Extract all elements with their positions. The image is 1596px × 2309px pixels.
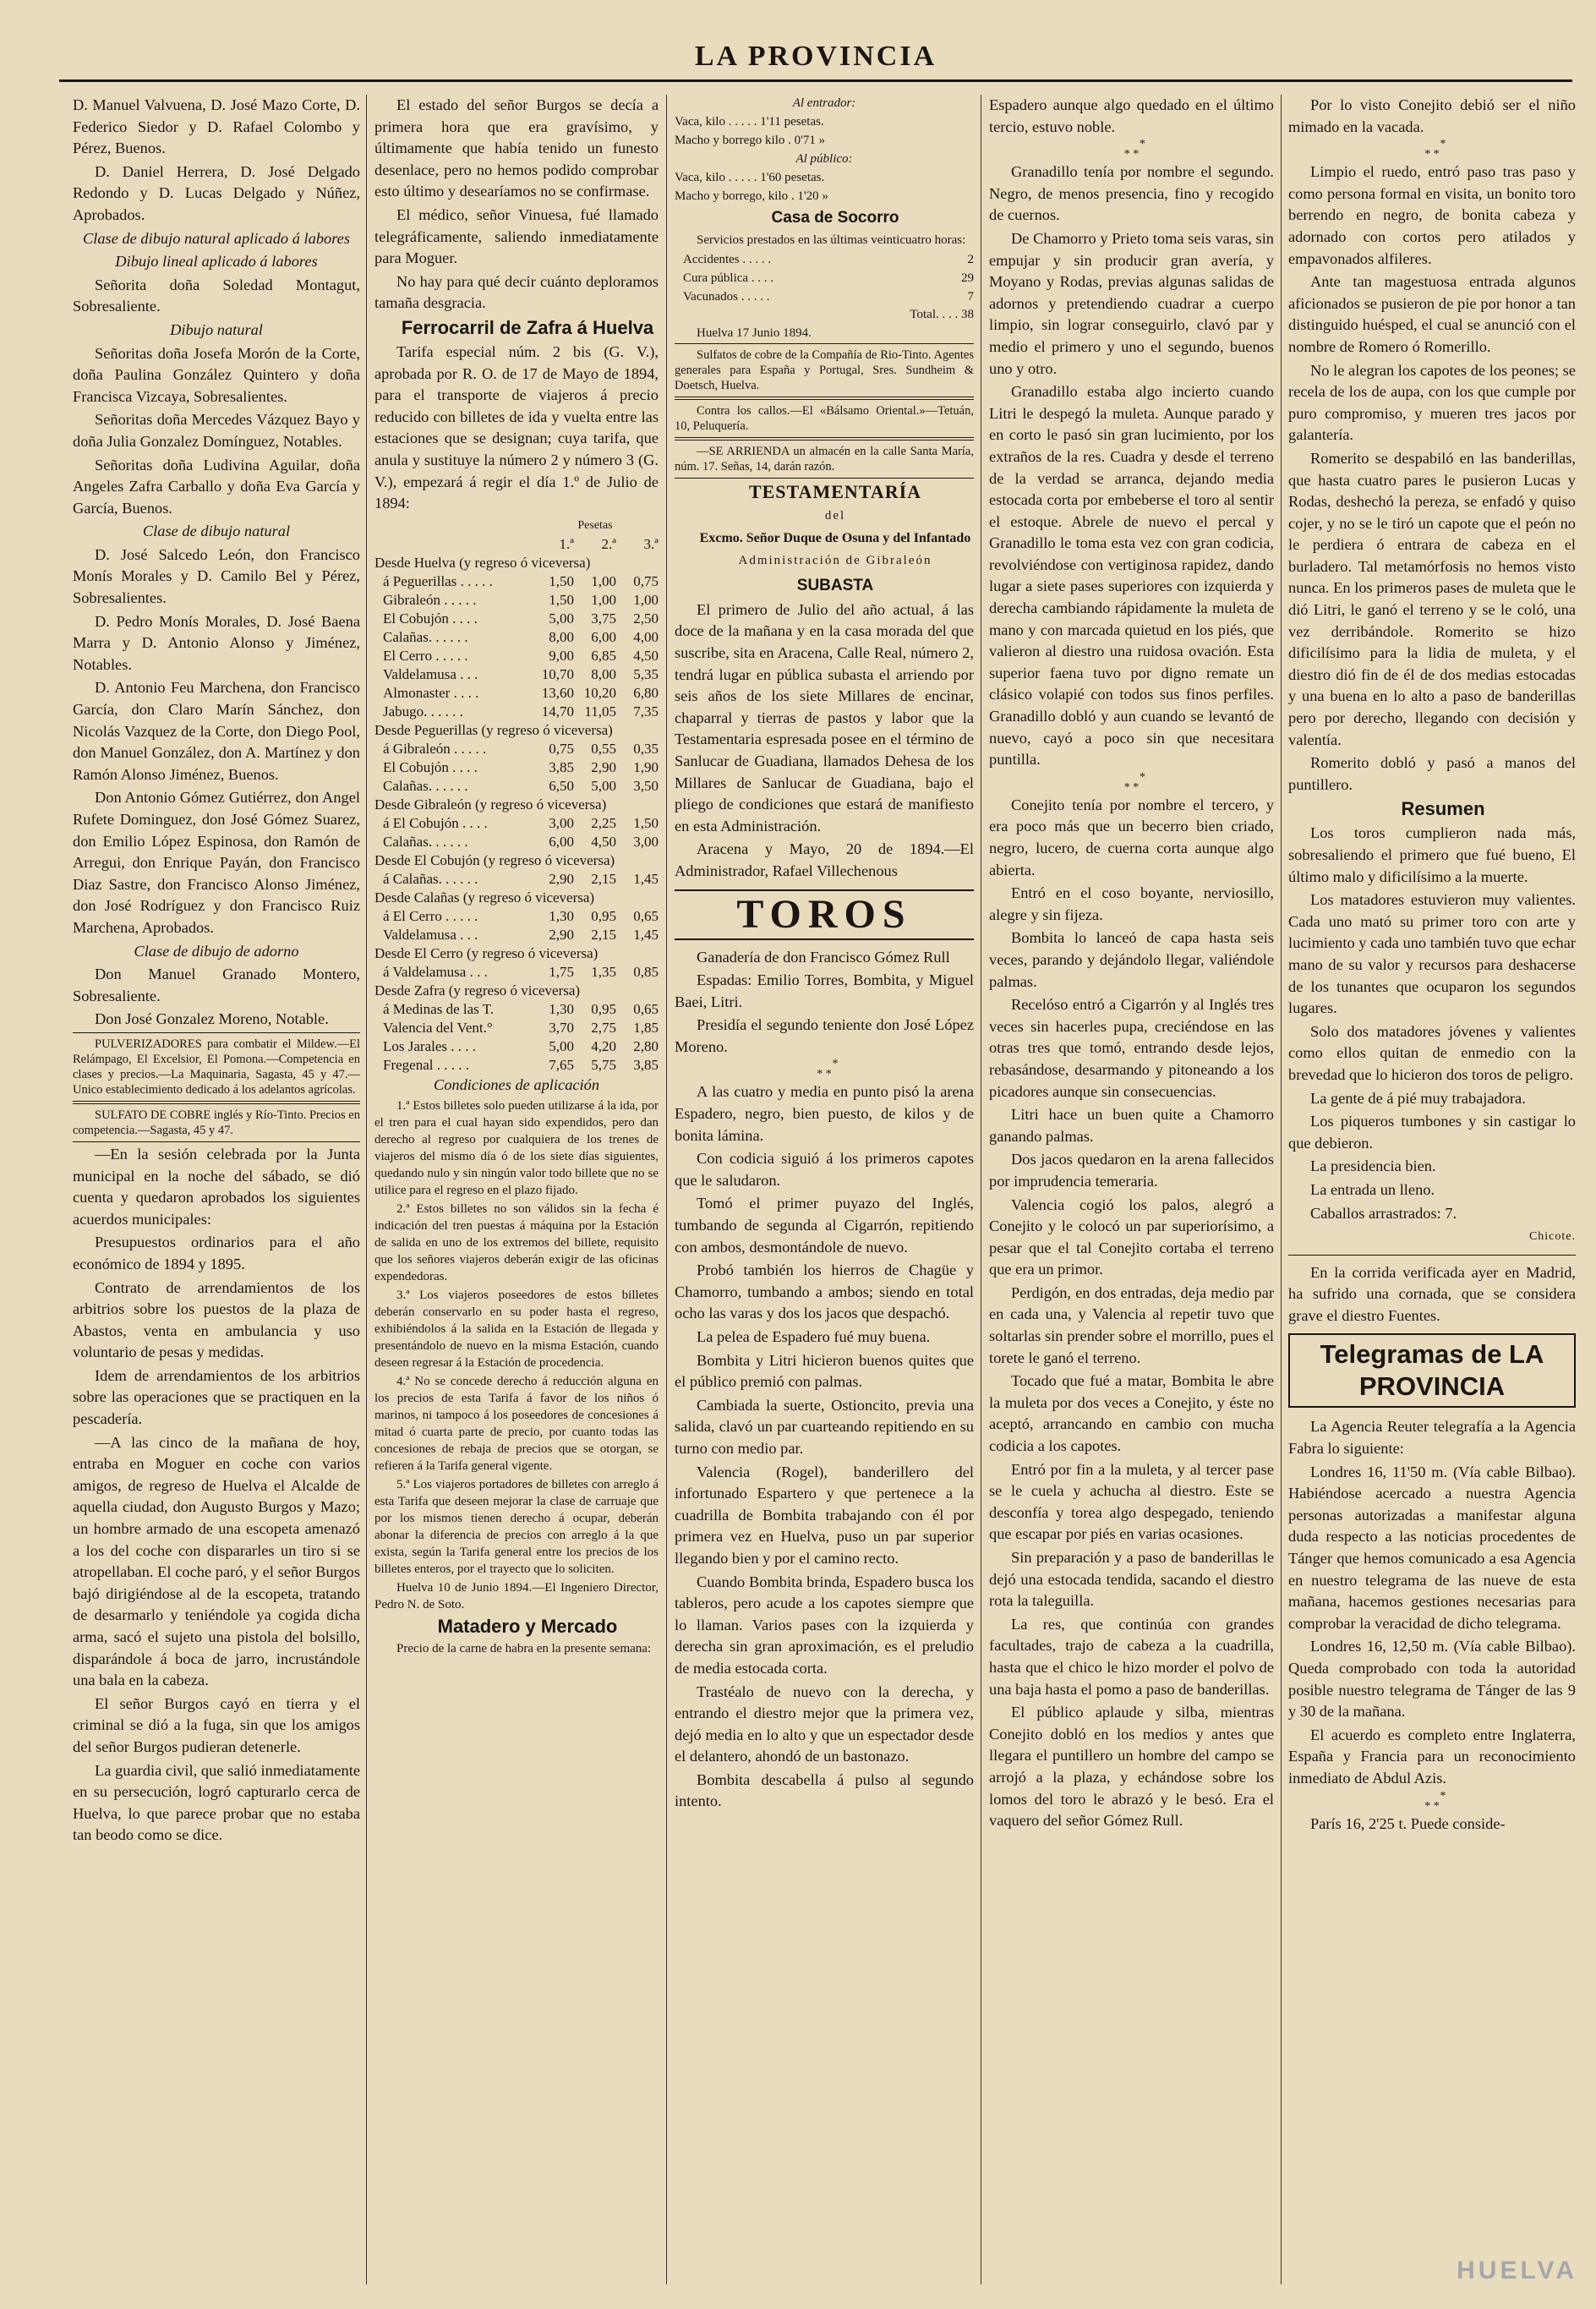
paragraph: Precio de la carne de habra en la presente semana: bbox=[396, 1642, 652, 1656]
fare-header-pesetas: Pesetas bbox=[577, 518, 613, 532]
fare-row bbox=[374, 758, 659, 777]
paragraph: Presidía el segundo teniente don José López Moreno. bbox=[675, 1016, 974, 1055]
subheading: Excmo. Señor Duque de Osuna y del Infantado bbox=[699, 530, 971, 545]
fare-row bbox=[374, 907, 659, 926]
paragraph: El estado del señor Burgos se decía a primera hora que era gravísimo, y últimamente que había tenido un funesto desenlace, pero no hemos podido comprobar esto último y desearíamos no se confirmase. bbox=[374, 96, 659, 200]
socorro-label: Accidentes . . . . . bbox=[683, 253, 772, 266]
paragraph: —A las cinco de la mañana de hoy, entraba en Moguer en coche con varios amigos, de regreso de Huelva el Alcalde de aquella ciudad, don Augusto Burgos y Mazo; un hombre armado de una escopeta amenazó a los del coche con dispararles un tiro si se atropellaban. El coche paró, y el señor Burgos bajó dirigiéndose al de la escopeta, tratando de desarmarlo y teniéndole ya cogida dicha arma, sacó el sujeto una pistola del bolsillo, disparándole á boca de jarro, incrustándole una bala en la cabeza. bbox=[73, 1433, 360, 1689]
fare-price: 10,20 bbox=[583, 684, 616, 701]
fare-group-row bbox=[374, 796, 659, 814]
paragraph: La entrada un lleno. bbox=[1310, 1180, 1435, 1198]
library-stamp: HUELVA bbox=[1457, 2257, 1577, 2284]
section-heading: TESTAMENTARÍA bbox=[748, 481, 922, 502]
fare-price: 1,30 bbox=[549, 1000, 574, 1017]
paragraph: D. José Salcedo León, don Francisco Monís Morales y D. Camilo Bel y Pérez, Sobresalientes. bbox=[73, 545, 360, 607]
paragraph: Conejito tenía por nombre el tercero, y era poco más que un becerro bien criado, negro, lucero, de cuerna corta aunque algo abierta. bbox=[989, 796, 1274, 878]
separator-stars: * * * bbox=[817, 1058, 839, 1081]
paragraph: 1.ª Estos billetes solo pueden utilizarse á la ida, por el tren para el cual hayan sido expendidos, pero dan derecho al regreso por cualquiera de los trenes de viajeros del mismo día ó de los siete días siguientes, quedando nulo y sin ningún valor todo billete que no se utilice para el regreso en el plazo fijado. bbox=[374, 1099, 659, 1198]
fare-group-row bbox=[374, 889, 659, 907]
fare-price: 1,00 bbox=[591, 572, 616, 589]
fare-price: 6,00 bbox=[591, 628, 616, 645]
fare-header-class: 2.ª bbox=[601, 535, 616, 552]
fare-price: 4,00 bbox=[633, 628, 659, 645]
socorro-value: 2 bbox=[967, 253, 974, 266]
section-heading: Dibujo lineal aplicado á labores bbox=[115, 253, 318, 271]
fare-price: 0,75 bbox=[633, 572, 659, 589]
fare-group-label: Desde El Cobujón (y regreso ó viceversa) bbox=[374, 851, 615, 868]
fare-group-row bbox=[374, 944, 659, 963]
fare-row bbox=[374, 963, 659, 982]
fare-price: 1,90 bbox=[633, 758, 659, 775]
fare-station: Valencia del Vent.° bbox=[383, 1019, 493, 1036]
fare-price: 0,85 bbox=[633, 963, 659, 980]
fare-price: 8,00 bbox=[549, 628, 574, 645]
paragraph: Los piqueros tumbones y sin castigar lo que debieron. bbox=[1288, 1113, 1576, 1152]
fare-price: 3,50 bbox=[633, 777, 659, 794]
paragraph: En la corrida verificada ayer en Madrid, ha sufrido una cornada, que se considera grave el diestro Fuentes. bbox=[1288, 1263, 1576, 1324]
paragraph: La guardia civil, que salió inmediatamente en su persecución, logró capturarlo cerca de Huelva, lo que parece probar que no estaba tan beodo como se dice. bbox=[73, 1761, 360, 1844]
paragraph: 5.ª Los viajeros portadores de billetes con arreglo á esta Tarifa que deseen mejorar la clase de carruaje que por los mismos tienen derecho á ocupar, deberán abonar la diferencia de precios con arreglo á la que exista, según la Tarifa general entre los precios de los billetes enteros, por el trayecto que lo soliciten. bbox=[374, 1478, 659, 1577]
fare-station: á Peguerillas . . . . . bbox=[383, 572, 493, 589]
fare-price: 3,00 bbox=[633, 833, 659, 850]
paragraph: D. Manuel Valvuena, D. José Mazo Corte, D. Federico Siedor y D. Rafael Colombo y Pérez, Buenos. bbox=[73, 96, 360, 157]
subheading: Al público: bbox=[795, 152, 853, 166]
fare-row bbox=[374, 665, 659, 684]
paragraph: Presupuestos ordinarios para el año económico de 1894 y 1895. bbox=[73, 1234, 360, 1272]
paragraph: D. Pedro Monís Morales, D. José Baena Marra y D. Antonio Alonso y Jiménez, Notables. bbox=[73, 612, 360, 673]
fare-price: 1,45 bbox=[633, 870, 659, 887]
separator-stars: * * * bbox=[1424, 1789, 1446, 1813]
fare-price: 0,65 bbox=[633, 1000, 659, 1017]
advertisement: Contra los callos.—El «Bálsamo Oriental.»—Tetuán, 10, Peluquería. bbox=[675, 399, 974, 438]
fare-price: 2,15 bbox=[591, 870, 616, 887]
advertisement: PULVERIZADORES para combatir el Mildew.—El Relámpago, El Excelsior, El Pomona.—Competencia en clases y precios.—La Maquinaria, Sagasta, 45 y 47.—Unico establecimiento dedicado á los adelantos agrícolas. bbox=[73, 1032, 360, 1102]
fare-row bbox=[374, 740, 659, 758]
fare-group-label: Desde Zafra (y regreso ó viceversa) bbox=[374, 982, 581, 999]
paragraph: Idem de arrendamientos de los arbitrios sobre las operaciones que se practiquen en la pescadería. bbox=[73, 1366, 360, 1428]
fare-station: El Cerro . . . . . bbox=[383, 647, 468, 664]
newspaper-title: LA PROVINCIA bbox=[694, 41, 937, 72]
section-heading: Ferrocarril de Zafra á Huelva bbox=[401, 316, 654, 338]
paragraph: Perdigón, en dos entradas, deja medio par en cada una, y Valencia al repetir tuvo que soltarlas sin prender sobre el morrillo, pues el torete le ganó el terreno. bbox=[989, 1283, 1274, 1366]
author-signature: Chicote. bbox=[1528, 1230, 1576, 1244]
socorro-label: Cura pública . . . . bbox=[683, 271, 774, 285]
fare-price: 1,50 bbox=[633, 814, 659, 831]
socorro-value: 7 bbox=[967, 290, 974, 304]
fare-price: 5,75 bbox=[591, 1056, 616, 1073]
paragraph: Cuando Bombita brinda, Espadero busca los tableros, pero acude a los capotes siempre que lo llaman. Varios pases con la izquierda y derecha sin gran aproximación, es el preludio de media estocada corta. bbox=[675, 1573, 974, 1677]
fare-group-label: Desde Calañas (y regreso ó viceversa) bbox=[374, 889, 595, 906]
fare-price: 0,65 bbox=[633, 907, 659, 924]
paragraph: Valencia cogió los palos, alegró a Conejito y le colocó un par superiorísimo, a pesar que el tal Conejito cortaba el terreno que era un primor. bbox=[989, 1196, 1274, 1278]
paragraph: Con codicia siguió á los primeros capotes que le saludaron. bbox=[675, 1150, 974, 1189]
paragraph: Tomó el primer puyazo del Inglés, tumbando de segunda al Cigarrón, repitiendo con ambos, desmontándole de nuevo. bbox=[675, 1195, 974, 1256]
paragraph: Entró en el coso boyante, nerviosillo, alegre y sin fijeza. bbox=[989, 884, 1274, 923]
paragraph: Servicios prestados en las últimas veinticuatro horas: bbox=[697, 233, 966, 247]
paragraph: Granadillo estaba algo incierto cuando Litri le despegó la muleta. Aunque parado y en corto le pasó sin gran lucimiento, por los extraños de la res. Cuadra y desde el terreno de la verdad se arranca, dejando media estocada corta por embeberse el toro al sentir el estoque. Abrele de nuevo el percal y Granadillo le toma esta vez con gran codicia, revolviéndose con vertiginosa rapidez, dando lugar a siete pases superiores con izquierda y derecha cambiando rápidamente la muleta de mano y con marcada quietud en los piés, que valieron al diestro una ruidosa ovación. Esta superior faena tuvo por digno remate un clásico volapié con todos sus finos perfiles. Granadillo dobló y aun cuando se levantó de nuevo, cayó a poco sin que necesitara puntilla. bbox=[989, 383, 1274, 769]
fare-row bbox=[374, 814, 659, 833]
paragraph: La presidencia bien. bbox=[1310, 1157, 1436, 1175]
paragraph: Huelva 10 de Junio 1894.—El Ingeniero Director, Pedro N. de Soto. bbox=[374, 1581, 659, 1612]
fare-price: 6,00 bbox=[549, 833, 574, 850]
column-2 bbox=[374, 95, 659, 2284]
fare-group-label: Desde El Cerro (y regreso ó viceversa) bbox=[374, 944, 598, 961]
fare-price: 9,00 bbox=[549, 647, 574, 664]
column-4 bbox=[989, 95, 1274, 2284]
fare-group-row bbox=[374, 554, 659, 572]
divider bbox=[1288, 1255, 1576, 1256]
separator-stars: * * * bbox=[1424, 138, 1446, 161]
fare-station: á El Cerro . . . . . bbox=[383, 907, 478, 924]
paragraph: Señoritas doña Josefa Morón de la Corte, doña Paulina González Quintero y doña Francisca Vizcaya, Sobresalientes. bbox=[73, 344, 360, 405]
paragraph: Londres 16, 12,50 m. (Vía cable Bilbao). Queda comprobado con toda la autoridad posible nuestro telegrama de Tánger de las 9 y 30 de la mañana. bbox=[1288, 1638, 1576, 1721]
paragraph: El señor Burgos cayó en tierra y el criminal se dió a la fuga, sin que los amigos del señor Burgos pudieran detenerle. bbox=[73, 1694, 360, 1755]
paragraph: París 16, 2'25 t. Puede conside- bbox=[1310, 1814, 1506, 1832]
fare-row bbox=[374, 684, 659, 703]
fare-station: á Medinas de las T. bbox=[383, 1000, 495, 1017]
paragraph: Trastéalo de nuevo con la derecha, y entrando el diestro mejor que la primera vez, dejó media en lo alto y que un espectador desde el delantero, ahondó de un bastonazo. bbox=[675, 1683, 974, 1765]
fare-row bbox=[374, 1056, 659, 1075]
fare-price: 2,75 bbox=[591, 1019, 616, 1036]
paragraph: Romerito se despabiló en las banderillas, que hasta cuatro pares le pusieron Lucas y Rodas, deshechó la pereza, se enfadó y quiso cojer, y no se le tiró un capote que el peón no le perdiera ó entrara de cabeza en el burladero. Tal metamórfosis no hemos visto nunca. En los primeros pases de muleta que le dió Litri, le ganó el terreno y se le coló, una vez derribándole. Romerito se hizo dificilísimo para la lidia de muleta, y el diestro dió fin de él de dos medias estocadas y una buena en lo alto a paso de banderillas pero por derecho, llegando con decisión y valentía. bbox=[1288, 449, 1576, 748]
section-heading: Clase de dibujo natural aplicado á labores bbox=[82, 229, 351, 247]
paragraph: Los toros cumplieron nada más, sobresaliendo el primero que fué bueno, El último malo y dificilísimo a la muerte. bbox=[1288, 824, 1576, 885]
fare-row bbox=[374, 1037, 659, 1056]
paragraph: Granadillo tenía por nombre el segundo. Negro, de menos presencia, fino y recogido de cuernos. bbox=[989, 163, 1274, 224]
toros-title: TOROS bbox=[675, 889, 974, 940]
fare-row bbox=[374, 610, 659, 628]
fare-price: 4,50 bbox=[633, 647, 659, 664]
dateline: Huelva 17 Junio 1894. bbox=[697, 326, 812, 340]
fare-price: 6,85 bbox=[591, 647, 616, 664]
fare-price: 11,05 bbox=[584, 703, 616, 720]
paragraph: Bombita descabella á pulso al segundo intento. bbox=[675, 1770, 974, 1810]
price-row: Macho y borrego kilo . 0'71 » bbox=[675, 134, 826, 147]
fare-row bbox=[374, 572, 659, 591]
fare-group-row bbox=[374, 851, 659, 870]
paragraph: —En la sesión celebrada por la Junta municipal en la noche del sábado, se dió cuenta y quedaron aprobados los siguientes acuerdos municipales: bbox=[73, 1145, 360, 1228]
fare-group-label: Desde Huelva (y regreso ó viceversa) bbox=[374, 554, 591, 571]
fare-price: 1,50 bbox=[549, 572, 574, 589]
paragraph: El médico, señor Vinuesa, fué llamado telegráficamente, saliendo inmediatamente para Moguer. bbox=[374, 205, 659, 267]
fare-price: 14,70 bbox=[541, 703, 574, 720]
fare-price: 2,90 bbox=[549, 926, 574, 943]
fare-price: 4,20 bbox=[591, 1037, 616, 1054]
paragraph: El acuerdo es completo entre Inglaterra, España y Francia para un reconocimiento inmediato de Abdul Azis. bbox=[1288, 1726, 1576, 1786]
fare-row bbox=[374, 647, 659, 665]
fare-price: 1,75 bbox=[549, 963, 574, 980]
paragraph: Señorita doña Soledad Montagut, Sobresaliente. bbox=[73, 276, 360, 315]
column-rule bbox=[366, 95, 367, 2284]
column-3 bbox=[675, 95, 974, 2284]
fare-station: Gibraleón . . . . . bbox=[383, 591, 477, 608]
paragraph: La pelea de Espadero fué muy buena. bbox=[697, 1328, 931, 1345]
paragraph: El primero de Julio del año actual, á las doce de la mañana y en la casa morada del que suscribe, sita en Aracena, Calle Real, número 2, tendrá lugar en pública subasta el arriendo por seis años de los siete Millares de encinar, chaparral y tierras de pastos y labor que la Testamentaria espresada posee en el término de Sanlucar de Guadiana, llamados Dehesa de los Millares de Sanlucar de Guadiana, bajo el pliego de condiciones que estará de manifiesto en esta Administración. bbox=[675, 600, 974, 834]
paragraph: Contrato de arrendamientos de los arbitrios sobre los puestos de la plaza de Abastos, venta en ambulancia y uso voluntario de pesas y medidas. bbox=[73, 1278, 360, 1361]
fare-row bbox=[374, 628, 659, 647]
paragraph: Caballos arrastrados: 7. bbox=[1310, 1204, 1457, 1222]
paragraph: Valencia (Rogel), banderillero del infortunado Espartero y que pertenece a la cuadrilla de Bombita trabajando con él por primera vez en Huelva, puso un par superior llegando bien y por el camino recto. bbox=[675, 1463, 974, 1567]
paragraph: Los matadores estuvieron muy valientes. Cada uno mató su primer toro con arte y lucimiento y cada uno también tuvo que echar mano de su valor y recursos para deshacerse de los tunantes que ocuparon los segundos lugares. bbox=[1288, 891, 1576, 1017]
fare-row bbox=[374, 1019, 659, 1037]
fare-station: Almonaster . . . . bbox=[383, 684, 479, 701]
socorro-value: 29 bbox=[961, 271, 974, 285]
advertisement: Sulfatos de cobre de la Compañía de Rio-Tinto. Agentes generales para España y Portugal, Sres. Sundheim & Doetsch, Huelva. bbox=[675, 343, 974, 397]
fare-price: 1,30 bbox=[549, 907, 574, 924]
separator-stars: * * * bbox=[1123, 770, 1145, 794]
masthead bbox=[59, 41, 1572, 82]
fare-station: á Valdelamusa . . . bbox=[383, 963, 488, 980]
paragraph: Recelóso entró a Cigarrón y al Inglés tres veces sin hacerles pupa, creciéndose en las otras tres que tomó, entrando desde lejos, rebasándose, desarmando y pitoneando a los picadores aunque sin consecuencias. bbox=[989, 996, 1274, 1100]
fare-price: 0,55 bbox=[591, 740, 616, 757]
paragraph: Dos jacos quedaron en la arena fallecidos por imprudencia temeraria. bbox=[989, 1151, 1274, 1190]
socorro-table bbox=[675, 250, 974, 306]
paragraph: Señoritas doña Mercedes Vázquez Bayo y doña Julia Gonzalez Domínguez, Notables. bbox=[73, 411, 360, 450]
price-row: Macho y borrego, kilo . 1'20 » bbox=[675, 189, 828, 203]
fare-price: 5,35 bbox=[633, 665, 659, 682]
paragraph: Bombita y Litri hicieron buenos quites que el público premió con palmas. bbox=[675, 1351, 974, 1391]
paragraph: Romerito dobló y pasó a manos del puntillero. bbox=[1288, 754, 1576, 793]
fare-price: 0,35 bbox=[633, 740, 659, 757]
fare-price: 3,85 bbox=[549, 758, 574, 775]
fare-station: Calañas. . . . . . bbox=[383, 777, 468, 794]
fare-price: 8,00 bbox=[591, 665, 616, 682]
fare-price: 1,45 bbox=[633, 926, 659, 943]
paragraph: Don Antonio Gómez Gutiérrez, don Angel Rufete Dominguez, don José Gómez Suarez, don Emilio López Espinosa, don Ramón de Arregui, don Enrique Payán, don Francisco Diaz Sastre, don Francisco Alonso Jiménez, don José Rodríguez y don Francisco Ruiz Marchena, Aprobados. bbox=[73, 789, 360, 936]
fare-station: Calañas. . . . . . bbox=[383, 833, 468, 850]
paragraph: Don José Gonzalez Moreno, Notable. bbox=[95, 1010, 329, 1028]
separator-stars: * * * bbox=[1123, 138, 1145, 161]
paragraph: Probó también los hierros de Chagüe y Chamorro, tumbando a ambos; siendo en total ocho las varas y dos los jacos que despachó. bbox=[675, 1261, 974, 1322]
paragraph: Limpio el ruedo, entró paso tras paso y como persona formal en visita, un bonito toro berrendo en negro, de bonita cabeza y adornado con cortos pero atilados y empavonados alfileres. bbox=[1288, 163, 1576, 267]
fare-price: 3,70 bbox=[549, 1019, 574, 1036]
advertisement: SULFATO DE COBRE inglés y Río-Tinto. Precios en competencia.—Sagasta, 45 y 47. bbox=[73, 1103, 360, 1142]
fare-row bbox=[374, 1000, 659, 1019]
fare-price: 2,90 bbox=[549, 870, 574, 887]
paragraph: Solo dos matadores jóvenes y valientes como ellos quitan de enmedio con la brevedad que lo hicieron dos toros de peligro. bbox=[1288, 1022, 1576, 1083]
fare-station: á El Cobujón . . . . bbox=[383, 814, 488, 831]
fare-price: 1,85 bbox=[633, 1019, 659, 1036]
fare-price: 1,35 bbox=[591, 963, 616, 980]
fare-station: El Cobujón . . . . bbox=[383, 758, 478, 775]
paragraph: Espadero aunque algo quedado en el último tercio, estuvo noble. bbox=[989, 96, 1274, 135]
fare-price: 5,00 bbox=[591, 777, 616, 794]
fare-station: Calañas. . . . . . bbox=[383, 628, 468, 645]
paragraph: Entró por fin a la muleta, y al tercer pase se le cuela y achucha al diestro. Este se desconfía y torea algo despegado, teniendo que escapar por piés en varias ocasiones. bbox=[989, 1460, 1274, 1543]
fare-group-label: Desde Peguerillas (y regreso ó viceversa) bbox=[374, 721, 613, 738]
paragraph: Espadas: Emilio Torres, Bombita, y Miguel Baei, Litri. bbox=[675, 971, 974, 1010]
fare-price: 7,65 bbox=[549, 1056, 574, 1073]
paragraph: La gente de á pié muy trabajadora. bbox=[1310, 1089, 1526, 1107]
column-5 bbox=[1288, 95, 1576, 2284]
paragraph: A las cuatro y media en punto pisó la arena Espadero, negro, bien puesto, de kilos y de bonita lámina. bbox=[675, 1083, 974, 1144]
paragraph: De Chamorro y Prieto toma seis varas, sin empujar y sin producir gran avería, y Moyano y Rodas, previas algunas salidas de adornos y pretendiendo cuadrar a cuerpo limpio, sin lograr conseguirlo, clavó par y medio el primero y uno el segundo, buenos uno y otro. bbox=[989, 229, 1274, 377]
section-heading: Resumen bbox=[1401, 798, 1485, 820]
fare-price: 2,50 bbox=[633, 610, 659, 626]
fare-price: 1,00 bbox=[633, 591, 659, 608]
paragraph: Ganadería de don Francisco Gómez Rull bbox=[697, 948, 950, 966]
fare-row bbox=[374, 926, 659, 944]
section-heading: SUBASTA bbox=[796, 576, 874, 594]
fare-price: 10,70 bbox=[541, 665, 574, 682]
fare-row bbox=[374, 703, 659, 721]
subheading: Al entrador: bbox=[792, 96, 856, 110]
fare-row bbox=[374, 833, 659, 851]
column-rule bbox=[666, 95, 667, 2284]
paragraph: Señoritas doña Ludivina Aguilar, doña Angeles Zafra Carballo y doña Eva García y García, Buenos. bbox=[73, 456, 360, 517]
fare-row bbox=[374, 777, 659, 796]
section-heading: Condiciones de aplicación bbox=[433, 1075, 600, 1093]
fare-group-label: Desde Gibraleón (y regreso ó viceversa) bbox=[374, 796, 607, 813]
subheading: del bbox=[824, 509, 846, 523]
paragraph: Litri hace un buen quite a Chamorro ganando palmas. bbox=[989, 1106, 1274, 1145]
fare-station: Jabugo. . . . . . bbox=[383, 703, 463, 720]
paragraph: Cambiada la suerte, Ostioncito, previa una salida, clavó un par cuarteando repitiendo en su turno con medio par. bbox=[675, 1396, 974, 1457]
paragraph: No le alegran los capotes de los peones; se recela de los de aupa, con los que cumple por puro compromiso, y mueren tres jacos por galantería. bbox=[1288, 361, 1576, 444]
price-row: Vaca, kilo . . . . . 1'60 pesetas. bbox=[675, 171, 825, 184]
fare-station: Fregenal . . . . . bbox=[383, 1056, 469, 1073]
section-heading: Casa de Socorro bbox=[771, 209, 899, 227]
fare-price: 7,35 bbox=[633, 703, 659, 720]
paragraph: Don Manuel Granado Montero, Sobresaliente. bbox=[73, 966, 360, 1004]
paragraph: La res, que continúa con grandes facultades, trajo de cabeza a la cuadrilla, hasta que el chico le hizo morder el polvo de una baja hasta el pomo a paso de banderillas. bbox=[989, 1615, 1274, 1698]
fare-price: 5,00 bbox=[549, 610, 574, 626]
paragraph: La Agencia Reuter telegrafía a la Agencia Fabra lo siguiente: bbox=[1288, 1418, 1576, 1458]
fare-price: 6,80 bbox=[633, 684, 659, 701]
paragraph: 3.ª Los viajeros poseedores de estos billetes deberán conservarlo en su poder hasta el regreso, exhibiéndolos á la salida en la Estación de llegada y presentándolo de nuevo en la misma Estación, cuando deseen regresar á la Estación de procedencia. bbox=[374, 1289, 659, 1371]
fare-station: Valdelamusa . . . bbox=[383, 665, 478, 682]
column-rule bbox=[1281, 95, 1282, 2284]
fare-price: 6,50 bbox=[549, 777, 574, 794]
fare-table bbox=[374, 517, 659, 1075]
fare-price: 3,75 bbox=[591, 610, 616, 626]
fare-price: 1,00 bbox=[591, 591, 616, 608]
fare-price: 2,15 bbox=[591, 926, 616, 943]
socorro-label: Vacunados . . . . . bbox=[683, 290, 770, 304]
fare-station: El Cobujón . . . . bbox=[383, 610, 478, 626]
socorro-total: Total. . . . 38 bbox=[910, 308, 974, 321]
socorro-row bbox=[675, 250, 974, 269]
fare-price: 2,80 bbox=[633, 1037, 659, 1054]
price-row: Vaca, kilo . . . . . 1'11 pesetas. bbox=[675, 115, 824, 129]
fare-price: 2,25 bbox=[591, 814, 616, 831]
section-heading: Clase de dibujo de adorno bbox=[134, 942, 299, 960]
fare-row bbox=[374, 591, 659, 610]
fare-station: Valdelamusa . . . bbox=[383, 926, 478, 943]
paragraph: 2.ª Estos billetes no son válidos sin la fecha é indicación del tren puestas á máquina por la Estación de salida en uno de los extremos del billete, requisito que los señores viajeros deberán exigir de las oficinas expendedoras. bbox=[374, 1202, 659, 1284]
paragraph: 4.ª No se concede derecho á reducción alguna en los precios de esta Tarifa á favor de los niños ó marinos, ni tampoco á los poseedores de concesiones á mitad ó cuarta parte de precio, por cuanto todas las concesiones de rebaja de precios que se otorgan, se refieren á la Tarifa general vigente. bbox=[374, 1375, 659, 1474]
fare-price: 3,00 bbox=[549, 814, 574, 831]
fare-row bbox=[374, 870, 659, 889]
paragraph: Bombita lo lanceó de capa hasta seis veces, parando y dejándolo llegar, valiéndole palmas. bbox=[989, 929, 1274, 990]
paragraph: No hay para qué decir cuánto deploramos tamaña desgracia. bbox=[374, 272, 659, 312]
socorro-row bbox=[675, 269, 974, 287]
fare-price: 0,75 bbox=[549, 740, 574, 757]
fare-station: Los Jarales . . . . bbox=[383, 1037, 477, 1054]
fare-station: á Calañas. . . . . . bbox=[383, 870, 478, 887]
fare-group-row bbox=[374, 721, 659, 740]
fare-price: 1,50 bbox=[549, 591, 574, 608]
socorro-row bbox=[675, 287, 974, 306]
fare-price: 4,50 bbox=[591, 833, 616, 850]
column-1 bbox=[73, 95, 360, 2284]
fare-station: á Gibraleón . . . . . bbox=[383, 740, 487, 757]
advertisement: —SE ARRIENDA un almacén en la calle Santa María, núm. 17. Señas, 14, darán razón. bbox=[675, 440, 974, 479]
paragraph: D. Antonio Feu Marchena, don Francisco García, don Claro Marín Sánchez, don Nicolás Vazquez de la Corte, don Diego Pool, don Manuel González, don A. Martínez y don Ramón Alonso Jiménez, Buenos. bbox=[73, 679, 360, 783]
fare-price: 0,95 bbox=[591, 907, 616, 924]
fare-header-class: 3.ª bbox=[643, 535, 659, 552]
paragraph: Tarifa especial núm. 2 bis (G. V.), aprobada por R. O. de 17 de Mayo de 1894, para el transporte de viajeros á precio reducido con billetes de ida y vuelta entre las estaciones que se designan; cuya tarifa, que anula y sustituye la número 2 y número 3 (G. V.), empezará á regir el día 1.º de Julio de 1894: bbox=[374, 342, 659, 512]
fare-header-class: 1.ª bbox=[559, 535, 574, 552]
fare-price: 13,60 bbox=[541, 684, 574, 701]
section-heading: Dibujo natural bbox=[170, 320, 263, 338]
paragraph: Londres 16, 11'50 m. (Vía cable Bilbao). Habiéndose acercado a nuestra Agencia personas autorizadas a manifestar alguna duda respecto a las noticias procedentes de Tánger que hemos comunicado a esa Agencia en nuestro telegrama de las nueve de esta mañana, hacemos gestiones necesarias para comprobar la veracidad de dicho telegrama. bbox=[1288, 1463, 1576, 1632]
section-heading: Clase de dibujo natural bbox=[142, 523, 291, 540]
telegrams-heading: Telegramas de LA PROVINCIA bbox=[1288, 1333, 1576, 1408]
paragraph: Ante tan magestuosa entrada algunos aficionados se pusieron de pie por honor a tan distinguido huésped, el cual se anunció con el nombre de Romero ó Romerillo. bbox=[1288, 273, 1576, 355]
paragraph: D. Daniel Herrera, D. José Delgado Redondo y D. Lucas Delgado y Núñez, Aprobados. bbox=[73, 162, 360, 223]
paragraph: Sin preparación y a paso de banderillas le dejó una estocada tendida, sacando el diestro rota la taleguilla. bbox=[989, 1549, 1274, 1610]
section-heading: Matadero y Mercado bbox=[437, 1616, 618, 1638]
fare-price: 3,85 bbox=[633, 1056, 659, 1073]
fare-price: 2,90 bbox=[591, 758, 616, 775]
paragraph: Tocado que fué a matar, Bombita le abre la muleta por dos veces a Conejito, y éste no aceptó, arrancando en cambio con mucha codicia a los capotes. bbox=[989, 1372, 1274, 1455]
subheading: Administración de Gibraleón bbox=[738, 554, 932, 568]
paragraph: Por lo visto Conejito debió ser el niño mimado en la vacada. bbox=[1288, 96, 1576, 135]
fare-price: 5,00 bbox=[549, 1037, 574, 1054]
paragraph: Aracena y Mayo, 20 de 1894.—El Administrador, Rafael Villechenous bbox=[675, 840, 974, 879]
paragraph: El público aplaude y silba, mientras Conejito dobló en los medios y antes que llegara el puntillero un hombre del campo se arrojó a la plaza, y echándose sobre los lomos del toro le abrazó y le besó. Era el vaquero del señor Gómez Rull. bbox=[989, 1704, 1274, 1830]
fare-group-row bbox=[374, 982, 659, 1000]
fare-price: 0,95 bbox=[591, 1000, 616, 1017]
